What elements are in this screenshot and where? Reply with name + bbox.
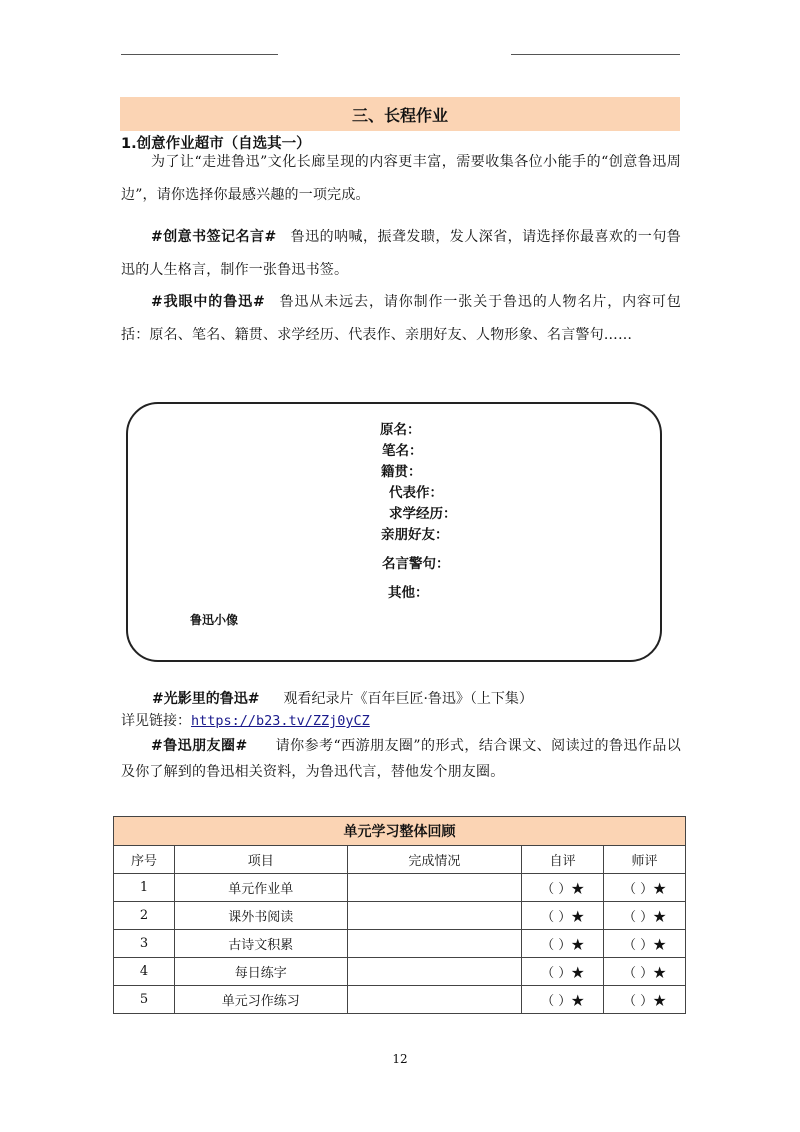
header-status: 完成情况 bbox=[347, 846, 522, 874]
row-item: 古诗文积累 bbox=[174, 930, 347, 958]
row-number: 4 bbox=[114, 958, 175, 986]
row-item: 课外书阅读 bbox=[174, 902, 347, 930]
row-teacher-eval[interactable]: （ ）★ bbox=[604, 930, 686, 958]
row-number: 5 bbox=[114, 986, 175, 1014]
table-row bbox=[114, 986, 686, 1014]
header-teacher-eval: 师评 bbox=[604, 846, 686, 874]
card-field-original-name: 原名： bbox=[380, 422, 421, 438]
option-bookmark-tag: #创意书签记名言# bbox=[151, 229, 277, 245]
row-teacher-eval[interactable]: （ ）★ bbox=[604, 902, 686, 930]
intro-paragraph: 为了让“走进鲁迅”文化长廊呈现的内容更丰富，需要收集各位小能手的“创意鲁迅周边”，请你选择你最感兴趣的一项完成。 bbox=[121, 154, 681, 203]
review-table-title: 单元学习整体回顾 bbox=[114, 817, 686, 846]
option-moments-text: 请你参考“西游朋友圈”的形式，结合课文、阅读过的鲁迅作品以及你了解到的鲁迅相关资料，为鲁迅代言，替他发个朋友圈。 bbox=[121, 738, 681, 780]
row-status-cell[interactable] bbox=[347, 874, 522, 902]
row-self-eval[interactable]: （ ）★ bbox=[522, 902, 604, 930]
review-table bbox=[113, 816, 686, 1014]
row-status-cell[interactable] bbox=[347, 930, 522, 958]
row-status-cell[interactable] bbox=[347, 902, 522, 930]
header-rule-left bbox=[121, 54, 278, 55]
card-portrait-label: 鲁迅小像 bbox=[190, 613, 239, 627]
film-link-line bbox=[121, 710, 370, 730]
row-number: 1 bbox=[114, 874, 175, 902]
card-field-works: 代表作： bbox=[389, 485, 443, 501]
table-row bbox=[114, 930, 686, 958]
header-rule-right bbox=[511, 54, 680, 55]
table-row bbox=[114, 958, 686, 986]
row-teacher-eval[interactable]: （ ）★ bbox=[604, 986, 686, 1014]
option-bookmark-text: 鲁迅的呐喊，振聋发聩，发人深省，请选择你最喜欢的一句鲁迅的人生格言，制作一张鲁迅书签。 bbox=[121, 229, 682, 278]
section-title: 三、长程作业 bbox=[120, 97, 680, 131]
option-bookmark-paragraph bbox=[121, 221, 681, 287]
option-film-tag: #光影里的鲁迅# bbox=[152, 691, 260, 707]
film-link-label: 详见链接： bbox=[121, 713, 191, 729]
row-self-eval[interactable]: （ ）★ bbox=[522, 874, 604, 902]
option-moments-tag: #鲁迅朋友圈# bbox=[151, 738, 248, 754]
row-status-cell[interactable] bbox=[347, 986, 522, 1014]
film-link[interactable]: https://b23.tv/ZZj0yCZ bbox=[191, 713, 370, 729]
card-field-quotes: 名言警句： bbox=[382, 556, 450, 572]
row-status-cell[interactable] bbox=[347, 958, 522, 986]
table-header-row bbox=[114, 846, 686, 874]
row-self-eval[interactable]: （ ）★ bbox=[522, 958, 604, 986]
option-film-line bbox=[152, 688, 533, 708]
row-teacher-eval[interactable]: （ ）★ bbox=[604, 874, 686, 902]
card-field-hometown: 籍贯： bbox=[381, 464, 422, 480]
option-portrait-tag: #我眼中的鲁迅# bbox=[151, 294, 265, 310]
row-item: 单元习作练习 bbox=[174, 986, 347, 1014]
table-row bbox=[114, 874, 686, 902]
card-field-relatives: 亲朋好友： bbox=[381, 527, 449, 543]
page-number: 12 bbox=[392, 1052, 408, 1066]
row-item: 每日练字 bbox=[174, 958, 347, 986]
option-film-text: 观看纪录片《百年巨匠·鲁迅》（上下集） bbox=[283, 691, 533, 707]
option-moments-paragraph bbox=[121, 733, 681, 785]
supermarket-title: 1.创意作业超市（自选其一） bbox=[121, 136, 311, 152]
row-number: 3 bbox=[114, 930, 175, 958]
card-field-education: 求学经历： bbox=[389, 506, 457, 522]
table-row bbox=[114, 902, 686, 930]
header-self-eval: 自评 bbox=[522, 846, 604, 874]
row-item: 单元作业单 bbox=[174, 874, 347, 902]
row-self-eval[interactable]: （ ）★ bbox=[522, 986, 604, 1014]
option-portrait-text: 鲁迅从未远去，请你制作一张关于鲁迅的人物名片，内容可包括：原名、笔名、籍贯、求学经历、代表作、亲朋好友、人物形象、名言警句…… bbox=[121, 294, 681, 343]
header-item: 项目 bbox=[174, 846, 347, 874]
row-teacher-eval[interactable]: （ ）★ bbox=[604, 958, 686, 986]
header-number: 序号 bbox=[114, 846, 175, 874]
row-number: 2 bbox=[114, 902, 175, 930]
card-field-other: 其他： bbox=[388, 585, 429, 601]
option-portrait-paragraph bbox=[121, 286, 681, 352]
row-self-eval[interactable]: （ ）★ bbox=[522, 930, 604, 958]
card-field-pen-name: 笔名： bbox=[382, 443, 423, 459]
